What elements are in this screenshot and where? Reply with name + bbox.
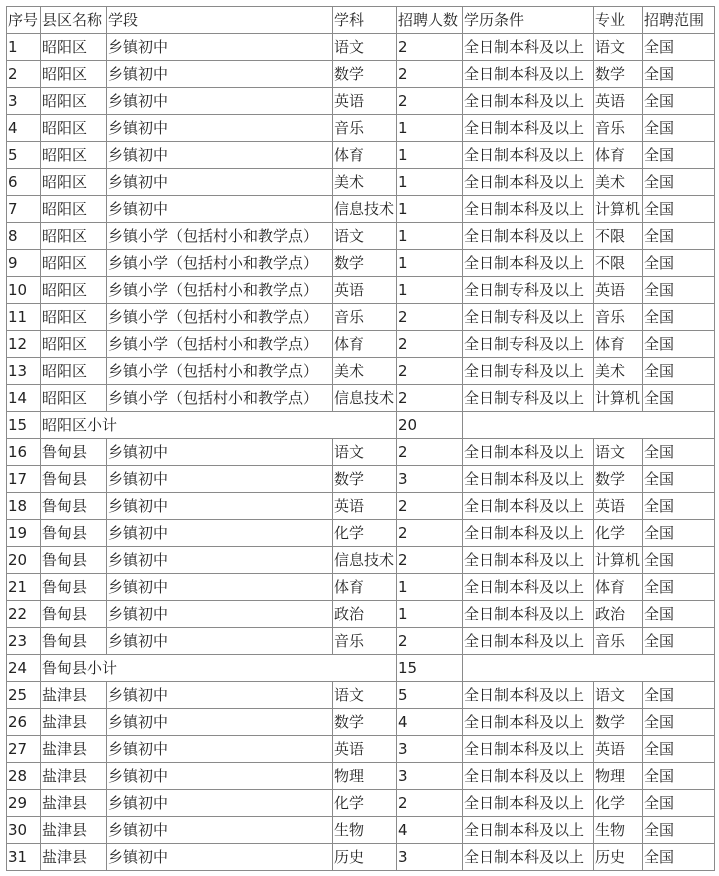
cell-subject: 数学	[333, 709, 397, 736]
cell-county: 昭阳区	[41, 223, 107, 250]
cell-education: 全日制本科及以上	[463, 790, 594, 817]
table-row	[7, 358, 715, 385]
cell-education: 全日制本科及以上	[463, 466, 594, 493]
cell-no: 26	[7, 709, 41, 736]
cell-count: 3	[397, 466, 463, 493]
cell-education: 全日制本科及以上	[463, 250, 594, 277]
cell-stage: 乡镇初中	[107, 601, 333, 628]
cell-count: 1	[397, 223, 463, 250]
cell-no: 13	[7, 358, 41, 385]
cell-no: 31	[7, 844, 41, 871]
cell-no: 25	[7, 682, 41, 709]
header-col-county: 县区名称	[41, 7, 107, 34]
cell-count: 2	[397, 790, 463, 817]
cell-scope: 全国	[643, 169, 715, 196]
cell-major: 体育	[594, 574, 643, 601]
cell-stage: 乡镇初中	[107, 682, 333, 709]
cell-stage: 乡镇小学（包括村小和教学点）	[107, 304, 333, 331]
cell-count: 2	[397, 61, 463, 88]
cell-county: 鲁甸县	[41, 493, 107, 520]
cell-major: 英语	[594, 277, 643, 304]
subtotal-count: 20	[397, 412, 463, 439]
cell-education: 全日制本科及以上	[463, 169, 594, 196]
cell-education: 全日制本科及以上	[463, 574, 594, 601]
cell-major: 音乐	[594, 304, 643, 331]
cell-major: 数学	[594, 709, 643, 736]
cell-subject: 音乐	[333, 628, 397, 655]
cell-education: 全日制本科及以上	[463, 520, 594, 547]
cell-scope: 全国	[643, 250, 715, 277]
header-col-subject: 学科	[333, 7, 397, 34]
cell-stage: 乡镇小学（包括村小和教学点）	[107, 331, 333, 358]
cell-count: 2	[397, 88, 463, 115]
table-row	[7, 736, 715, 763]
cell-stage: 乡镇小学（包括村小和教学点）	[107, 277, 333, 304]
cell-education: 全日制本科及以上	[463, 601, 594, 628]
cell-major: 计算机	[594, 547, 643, 574]
cell-count: 4	[397, 817, 463, 844]
cell-scope: 全国	[643, 223, 715, 250]
subtotal-row	[7, 412, 715, 439]
cell-subject: 语文	[333, 223, 397, 250]
cell-stage: 乡镇初中	[107, 790, 333, 817]
cell-education: 全日制本科及以上	[463, 61, 594, 88]
table-row	[7, 493, 715, 520]
cell-education: 全日制专科及以上	[463, 277, 594, 304]
table-row	[7, 250, 715, 277]
cell-stage: 乡镇小学（包括村小和教学点）	[107, 250, 333, 277]
cell-scope: 全国	[643, 709, 715, 736]
cell-subject: 英语	[333, 736, 397, 763]
subtotal-row	[7, 655, 715, 682]
header-col-major: 专业	[594, 7, 643, 34]
header-col-no: 序号	[7, 7, 41, 34]
cell-major: 化学	[594, 520, 643, 547]
cell-county: 昭阳区	[41, 169, 107, 196]
cell-county: 鲁甸县	[41, 520, 107, 547]
cell-county: 鲁甸县	[41, 439, 107, 466]
header-col-scope: 招聘范围	[643, 7, 715, 34]
cell-scope: 全国	[643, 682, 715, 709]
cell-scope: 全国	[643, 628, 715, 655]
cell-scope: 全国	[643, 34, 715, 61]
header-col-count: 招聘人数	[397, 7, 463, 34]
table-row	[7, 790, 715, 817]
cell-stage: 乡镇初中	[107, 736, 333, 763]
cell-county: 昭阳区	[41, 304, 107, 331]
cell-education: 全日制本科及以上	[463, 763, 594, 790]
cell-stage: 乡镇初中	[107, 169, 333, 196]
cell-stage: 乡镇小学（包括村小和教学点）	[107, 223, 333, 250]
cell-education: 全日制专科及以上	[463, 358, 594, 385]
cell-subject: 化学	[333, 520, 397, 547]
cell-county: 昭阳区	[41, 196, 107, 223]
cell-subject: 信息技术	[333, 547, 397, 574]
cell-count: 1	[397, 574, 463, 601]
cell-scope: 全国	[643, 763, 715, 790]
cell-scope: 全国	[643, 88, 715, 115]
table-row	[7, 844, 715, 871]
cell-subject: 美术	[333, 358, 397, 385]
cell-subject: 数学	[333, 466, 397, 493]
cell-stage: 乡镇初中	[107, 628, 333, 655]
cell-scope: 全国	[643, 493, 715, 520]
cell-education: 全日制专科及以上	[463, 331, 594, 358]
cell-count: 2	[397, 520, 463, 547]
cell-major: 美术	[594, 358, 643, 385]
cell-education: 全日制本科及以上	[463, 709, 594, 736]
cell-education: 全日制本科及以上	[463, 142, 594, 169]
cell-major: 历史	[594, 844, 643, 871]
cell-count: 2	[397, 439, 463, 466]
header-row	[7, 7, 715, 34]
cell-subject: 物理	[333, 763, 397, 790]
cell-scope: 全国	[643, 601, 715, 628]
cell-no: 21	[7, 574, 41, 601]
cell-scope: 全国	[643, 844, 715, 871]
cell-scope: 全国	[643, 304, 715, 331]
cell-stage: 乡镇初中	[107, 520, 333, 547]
cell-county: 盐津县	[41, 682, 107, 709]
cell-county: 昭阳区	[41, 250, 107, 277]
cell-major: 语文	[594, 682, 643, 709]
cell-subject: 语文	[333, 34, 397, 61]
cell-no: 4	[7, 115, 41, 142]
cell-subject: 英语	[333, 493, 397, 520]
cell-no: 7	[7, 196, 41, 223]
cell-count: 1	[397, 250, 463, 277]
table-row	[7, 439, 715, 466]
cell-count: 1	[397, 277, 463, 304]
table-row	[7, 223, 715, 250]
subtotal-empty	[463, 655, 715, 682]
cell-subject: 信息技术	[333, 196, 397, 223]
cell-scope: 全国	[643, 358, 715, 385]
cell-no: 30	[7, 817, 41, 844]
table-row	[7, 142, 715, 169]
subtotal-count: 15	[397, 655, 463, 682]
cell-count: 2	[397, 304, 463, 331]
cell-major: 物理	[594, 763, 643, 790]
cell-education: 全日制本科及以上	[463, 88, 594, 115]
cell-no: 12	[7, 331, 41, 358]
cell-county: 昭阳区	[41, 142, 107, 169]
cell-major: 语文	[594, 439, 643, 466]
cell-county: 昭阳区	[41, 385, 107, 412]
table-row	[7, 115, 715, 142]
table-row	[7, 88, 715, 115]
cell-county: 盐津县	[41, 709, 107, 736]
cell-no: 24	[7, 655, 41, 682]
cell-major: 政治	[594, 601, 643, 628]
cell-county: 昭阳区	[41, 61, 107, 88]
table-row	[7, 763, 715, 790]
cell-subject: 美术	[333, 169, 397, 196]
table-row	[7, 277, 715, 304]
cell-county: 盐津县	[41, 736, 107, 763]
cell-scope: 全国	[643, 790, 715, 817]
cell-county: 鲁甸县	[41, 574, 107, 601]
cell-scope: 全国	[643, 547, 715, 574]
cell-no: 17	[7, 466, 41, 493]
cell-no: 5	[7, 142, 41, 169]
cell-no: 23	[7, 628, 41, 655]
cell-no: 3	[7, 88, 41, 115]
cell-stage: 乡镇初中	[107, 115, 333, 142]
cell-education: 全日制本科及以上	[463, 439, 594, 466]
cell-no: 8	[7, 223, 41, 250]
table-row	[7, 520, 715, 547]
cell-count: 3	[397, 844, 463, 871]
cell-count: 5	[397, 682, 463, 709]
cell-subject: 体育	[333, 331, 397, 358]
cell-subject: 历史	[333, 844, 397, 871]
cell-no: 10	[7, 277, 41, 304]
cell-stage: 乡镇小学（包括村小和教学点）	[107, 358, 333, 385]
subtotal-label: 鲁甸县小计	[41, 655, 397, 682]
table-row	[7, 628, 715, 655]
cell-scope: 全国	[643, 331, 715, 358]
cell-no: 28	[7, 763, 41, 790]
cell-stage: 乡镇初中	[107, 196, 333, 223]
cell-education: 全日制本科及以上	[463, 844, 594, 871]
cell-subject: 语文	[333, 439, 397, 466]
cell-subject: 英语	[333, 88, 397, 115]
cell-education: 全日制本科及以上	[463, 628, 594, 655]
cell-no: 11	[7, 304, 41, 331]
cell-count: 4	[397, 709, 463, 736]
cell-county: 鲁甸县	[41, 466, 107, 493]
cell-no: 16	[7, 439, 41, 466]
cell-major: 英语	[594, 736, 643, 763]
cell-subject: 音乐	[333, 115, 397, 142]
table-row	[7, 601, 715, 628]
table-row	[7, 331, 715, 358]
cell-count: 2	[397, 331, 463, 358]
header-col-stage: 学段	[107, 7, 333, 34]
cell-stage: 乡镇初中	[107, 709, 333, 736]
cell-no: 6	[7, 169, 41, 196]
cell-count: 1	[397, 601, 463, 628]
cell-count: 2	[397, 547, 463, 574]
header-col-education: 学历条件	[463, 7, 594, 34]
table-row	[7, 196, 715, 223]
cell-no: 20	[7, 547, 41, 574]
cell-subject: 政治	[333, 601, 397, 628]
cell-education: 全日制专科及以上	[463, 385, 594, 412]
cell-major: 不限	[594, 223, 643, 250]
cell-education: 全日制本科及以上	[463, 547, 594, 574]
cell-no: 15	[7, 412, 41, 439]
cell-major: 计算机	[594, 385, 643, 412]
cell-count: 2	[397, 493, 463, 520]
cell-scope: 全国	[643, 466, 715, 493]
table-row	[7, 817, 715, 844]
table-row	[7, 547, 715, 574]
cell-stage: 乡镇初中	[107, 763, 333, 790]
cell-county: 昭阳区	[41, 358, 107, 385]
cell-county: 昭阳区	[41, 88, 107, 115]
cell-stage: 乡镇初中	[107, 574, 333, 601]
cell-subject: 语文	[333, 682, 397, 709]
cell-stage: 乡镇初中	[107, 547, 333, 574]
cell-scope: 全国	[643, 61, 715, 88]
cell-stage: 乡镇初中	[107, 439, 333, 466]
cell-education: 全日制本科及以上	[463, 196, 594, 223]
table-row	[7, 34, 715, 61]
cell-major: 体育	[594, 142, 643, 169]
cell-no: 18	[7, 493, 41, 520]
cell-education: 全日制专科及以上	[463, 304, 594, 331]
cell-no: 1	[7, 34, 41, 61]
cell-major: 数学	[594, 466, 643, 493]
cell-major: 英语	[594, 88, 643, 115]
cell-count: 2	[397, 358, 463, 385]
cell-education: 全日制本科及以上	[463, 223, 594, 250]
table-row	[7, 574, 715, 601]
cell-count: 1	[397, 115, 463, 142]
table-row	[7, 61, 715, 88]
cell-education: 全日制本科及以上	[463, 34, 594, 61]
cell-major: 语文	[594, 34, 643, 61]
cell-stage: 乡镇初中	[107, 817, 333, 844]
table-row	[7, 304, 715, 331]
cell-scope: 全国	[643, 196, 715, 223]
cell-stage: 乡镇初中	[107, 61, 333, 88]
cell-no: 2	[7, 61, 41, 88]
cell-major: 英语	[594, 493, 643, 520]
cell-major: 计算机	[594, 196, 643, 223]
cell-stage: 乡镇初中	[107, 34, 333, 61]
cell-no: 9	[7, 250, 41, 277]
cell-scope: 全国	[643, 736, 715, 763]
cell-scope: 全国	[643, 520, 715, 547]
cell-count: 1	[397, 196, 463, 223]
cell-major: 化学	[594, 790, 643, 817]
cell-subject: 体育	[333, 574, 397, 601]
cell-no: 19	[7, 520, 41, 547]
table-row	[7, 709, 715, 736]
cell-count: 3	[397, 763, 463, 790]
cell-subject: 化学	[333, 790, 397, 817]
cell-scope: 全国	[643, 115, 715, 142]
cell-county: 盐津县	[41, 844, 107, 871]
cell-education: 全日制本科及以上	[463, 817, 594, 844]
cell-major: 美术	[594, 169, 643, 196]
cell-count: 1	[397, 169, 463, 196]
cell-major: 音乐	[594, 115, 643, 142]
cell-county: 昭阳区	[41, 277, 107, 304]
cell-scope: 全国	[643, 817, 715, 844]
cell-county: 昭阳区	[41, 34, 107, 61]
cell-scope: 全国	[643, 439, 715, 466]
cell-no: 29	[7, 790, 41, 817]
cell-stage: 乡镇初中	[107, 466, 333, 493]
table-row	[7, 682, 715, 709]
cell-stage: 乡镇初中	[107, 493, 333, 520]
cell-no: 22	[7, 601, 41, 628]
cell-subject: 数学	[333, 250, 397, 277]
cell-subject: 信息技术	[333, 385, 397, 412]
cell-count: 1	[397, 142, 463, 169]
cell-stage: 乡镇初中	[107, 142, 333, 169]
cell-scope: 全国	[643, 277, 715, 304]
cell-major: 数学	[594, 61, 643, 88]
cell-county: 昭阳区	[41, 115, 107, 142]
table-body	[7, 7, 715, 871]
recruitment-table	[6, 6, 715, 871]
cell-stage: 乡镇初中	[107, 844, 333, 871]
table-row	[7, 169, 715, 196]
cell-county: 盐津县	[41, 790, 107, 817]
cell-scope: 全国	[643, 574, 715, 601]
cell-county: 昭阳区	[41, 331, 107, 358]
cell-scope: 全国	[643, 142, 715, 169]
cell-major: 不限	[594, 250, 643, 277]
cell-no: 14	[7, 385, 41, 412]
subtotal-label: 昭阳区小计	[41, 412, 397, 439]
cell-county: 盐津县	[41, 817, 107, 844]
cell-county: 鲁甸县	[41, 547, 107, 574]
cell-no: 27	[7, 736, 41, 763]
cell-count: 2	[397, 34, 463, 61]
cell-count: 2	[397, 628, 463, 655]
cell-subject: 生物	[333, 817, 397, 844]
table-row	[7, 466, 715, 493]
cell-education: 全日制本科及以上	[463, 115, 594, 142]
cell-county: 盐津县	[41, 763, 107, 790]
cell-scope: 全国	[643, 385, 715, 412]
cell-education: 全日制本科及以上	[463, 682, 594, 709]
cell-education: 全日制本科及以上	[463, 736, 594, 763]
cell-stage: 乡镇初中	[107, 88, 333, 115]
cell-subject: 音乐	[333, 304, 397, 331]
cell-subject: 体育	[333, 142, 397, 169]
cell-county: 鲁甸县	[41, 628, 107, 655]
cell-county: 鲁甸县	[41, 601, 107, 628]
cell-subject: 英语	[333, 277, 397, 304]
cell-education: 全日制本科及以上	[463, 493, 594, 520]
cell-count: 2	[397, 385, 463, 412]
cell-count: 3	[397, 736, 463, 763]
cell-subject: 数学	[333, 61, 397, 88]
cell-stage: 乡镇小学（包括村小和教学点）	[107, 385, 333, 412]
cell-major: 生物	[594, 817, 643, 844]
cell-major: 音乐	[594, 628, 643, 655]
cell-major: 体育	[594, 331, 643, 358]
subtotal-empty	[463, 412, 715, 439]
table-row	[7, 385, 715, 412]
